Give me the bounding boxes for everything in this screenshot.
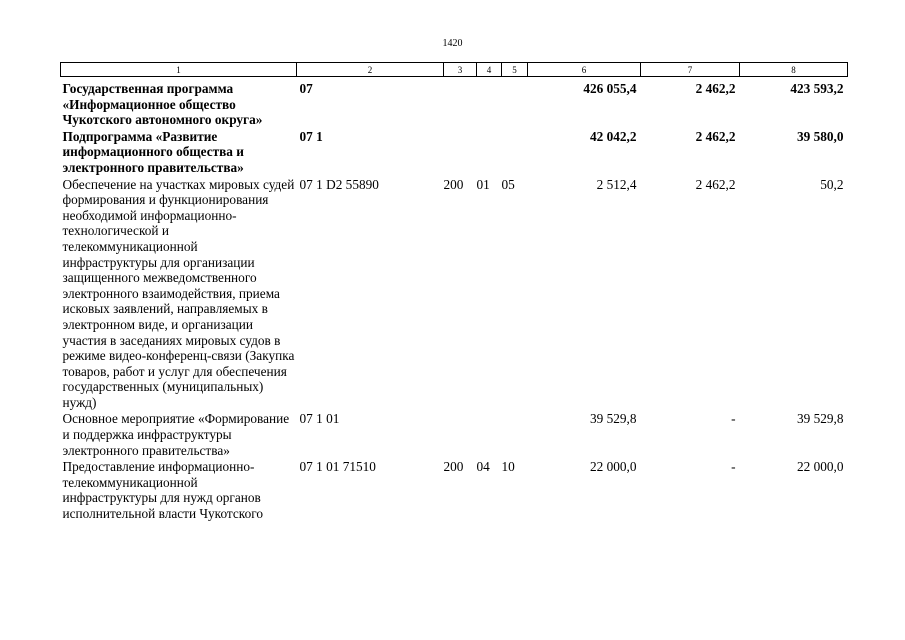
row-pr [502,128,528,176]
row-pr: 10 [501,459,515,475]
row-rz: 01 [476,176,490,192]
row-total: 42 042,2 [589,128,637,144]
budget-table [60,62,848,522]
row-code: 07 1 D2 55890 [299,176,379,192]
row-total: 22 000,0 [589,459,637,475]
header-cell: 5 [502,63,528,77]
row-name: Подпрограмма «Развитие информационного общества и электронного правительства» [62,128,244,175]
header-cell: 3 [444,63,477,77]
table-body [61,77,848,522]
row-rz [477,410,502,458]
table-row [61,410,848,458]
row-vr: 200 [443,176,464,192]
page-number: 1420 [442,38,463,49]
row-code: 07 1 01 71510 [299,459,376,475]
row-pr: 05 [501,176,515,192]
row-name: Государственная программа «Информационное общество Чукотского автономного округа» [62,81,263,128]
row-code: 07 [299,81,313,96]
row-vr [444,410,477,458]
table-row [61,176,848,411]
row-rz [477,77,502,128]
row-regional: 50,2 [820,176,844,192]
row-name: Основное мероприятие «Формирование и поддержка инфраструктуры электронного правительства» [62,411,290,458]
row-total: 426 055,4 [583,81,637,96]
row-total: 39 529,8 [589,411,637,427]
header-cell: 2 [297,63,444,77]
row-name: Предоставление информационно-телекоммуникационной инфраструктуры для нужд органов исполнительной власти Чукотского [62,459,264,522]
header-cell: 7 [641,63,740,77]
row-federal: 2 462,2 [695,81,736,96]
row-total: 2 512,4 [596,176,637,192]
row-code: 07 1 01 [299,411,340,427]
row-rz: 04 [476,459,490,475]
row-code: 07 1 [299,128,323,144]
row-federal: 2 462,2 [695,128,736,144]
row-pr [502,77,528,128]
header-cell: 8 [740,63,848,77]
row-rz [477,128,502,176]
row-vr: 200 [443,459,464,475]
row-regional: 39 580,0 [796,128,844,144]
header-cell: 6 [528,63,641,77]
row-regional: 423 593,2 [790,81,844,96]
header-row [61,63,848,77]
row-regional: 22 000,0 [796,459,844,475]
row-name: Обеспечение на участках мировых судей формирования и функционирования необходимой информационно-технологической и телекоммуникационной инфраструктуры для организации защищенного межведомственного электронного взаимодействия, приема исковых заявлений, направляемых в электронном виде, и организации участия в заседаниях мировых судов в режиме видео-конференц-связи (Закупка товаров, работ и услуг для обеспечения государственных (муниципальных) нужд) [62,176,295,410]
row-federal: - [731,411,736,427]
table-row [61,128,848,176]
header-cell: 1 [61,63,297,77]
header-cell: 4 [477,63,502,77]
row-pr [502,410,528,458]
row-federal: - [731,459,736,475]
row-regional: 39 529,8 [796,411,844,427]
row-federal: 2 462,2 [695,176,736,192]
row-vr [444,128,477,176]
row-vr [444,77,477,128]
table-row [61,77,848,128]
table-row [61,458,848,521]
